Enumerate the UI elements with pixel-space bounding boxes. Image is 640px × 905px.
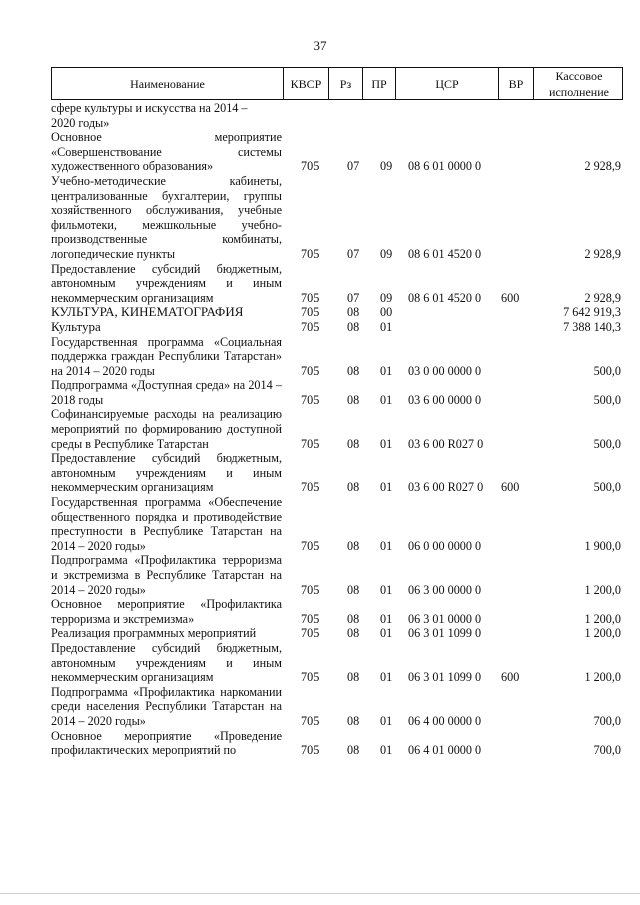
row-name: КУЛЬТУРА, КИНЕМАТОГРАФИЯ — [51, 304, 244, 320]
table-row — [51, 626, 623, 641]
row-amount: 2 928,9 — [584, 159, 621, 174]
row-pr: 01 — [380, 611, 393, 626]
row-pr: 09 — [380, 246, 393, 261]
row-pr: 09 — [380, 159, 393, 174]
table-header — [51, 67, 623, 100]
table-row — [51, 451, 623, 495]
row-pr: 00 — [380, 305, 393, 320]
row-pr: 01 — [380, 582, 393, 597]
table-row — [51, 729, 623, 758]
row-name: Государственная программа «Обеспечение общественного порядка и противодействие преступности в Республике Татарстан на 2014 – 2020 годы» — [51, 495, 282, 553]
row-pr: 01 — [380, 538, 393, 553]
row-kvsr: 705 — [301, 743, 320, 758]
row-amount: 500,0 — [593, 392, 621, 407]
row-name: Государственная программа «Социальная поддержка граждан Республики Татарстан» на 2014 – 2020 годы — [51, 334, 282, 378]
table-row — [51, 378, 623, 407]
row-csr: 08 6 01 0000 0 — [408, 159, 482, 174]
row-name: Предоставление субсидий бюджетным, автономным учреждениям и иным некоммерческим организациям — [51, 640, 282, 685]
row-pr: 01 — [380, 480, 393, 495]
row-amount: 500,0 — [593, 436, 621, 451]
row-name: Подпрограмма «Доступная среда» на 2014 – 2018 годы — [51, 378, 282, 407]
header-csr: ЦСР — [395, 68, 498, 99]
row-amount: 7 388 140,3 — [563, 319, 621, 334]
row-kvsr: 705 — [301, 611, 320, 626]
row-csr: 03 0 00 0000 0 — [408, 363, 482, 378]
row-name: Культура — [51, 318, 101, 334]
table-row — [51, 685, 623, 729]
row-pr: 09 — [380, 290, 393, 305]
table-body — [51, 101, 623, 758]
row-amount: 1 200,0 — [584, 626, 621, 641]
row-rz: 08 — [347, 670, 360, 685]
row-name: Основное мероприятие «Совершенствование системы художественного образования» — [51, 130, 282, 174]
row-amount: 500,0 — [593, 363, 621, 378]
row-name: Предоставление субсидий бюджетным, автономным учреждениям и иным некоммерческим организациям — [51, 451, 282, 495]
table-row — [51, 597, 623, 626]
row-pr: 01 — [380, 626, 393, 641]
header-kass-line1: Кассовое — [555, 68, 603, 83]
row-rz: 07 — [347, 290, 360, 305]
row-amount: 1 200,0 — [584, 670, 621, 685]
table-row — [51, 262, 623, 306]
row-rz: 08 — [347, 611, 360, 626]
row-csr: 06 4 00 0000 0 — [408, 713, 482, 728]
row-vr: 600 — [501, 670, 520, 685]
table-row — [51, 305, 623, 320]
row-kvsr: 705 — [301, 582, 320, 597]
table-row — [51, 130, 623, 174]
table-row — [51, 641, 623, 685]
row-kvsr: 705 — [301, 319, 320, 334]
row-amount: 700,0 — [593, 743, 621, 758]
row-rz: 08 — [347, 436, 360, 451]
row-amount: 1 200,0 — [584, 611, 621, 626]
row-rz: 08 — [347, 363, 360, 378]
header-kass-line2: исполнение — [549, 84, 609, 99]
row-name: Подпрограмма «Профилактика наркомании среди населения Республики Татарстан на 2014 – 2020 годы» — [51, 684, 282, 728]
table-row — [51, 553, 623, 597]
header-pr: ПР — [362, 68, 395, 99]
row-csr: 06 3 00 0000 0 — [408, 582, 482, 597]
row-kvsr: 705 — [301, 436, 320, 451]
row-rz: 08 — [347, 480, 360, 495]
row-rz: 08 — [347, 538, 360, 553]
row-csr: 06 3 01 1099 0 — [408, 626, 482, 641]
row-amount: 1 200,0 — [584, 582, 621, 597]
table-row — [51, 495, 623, 553]
table-row — [51, 174, 623, 262]
header-kass — [533, 68, 624, 99]
row-csr: 06 3 01 1099 0 — [408, 670, 482, 685]
row-rz: 08 — [347, 392, 360, 407]
row-pr: 01 — [380, 319, 393, 334]
row-name: Предоставление субсидий бюджетным, автономным учреждениям и иным некоммерческим организациям — [51, 261, 282, 305]
row-pr: 01 — [380, 743, 393, 758]
row-kvsr: 705 — [301, 305, 320, 320]
row-kvsr: 705 — [301, 626, 320, 641]
row-vr: 600 — [501, 480, 520, 495]
row-csr: 06 4 01 0000 0 — [408, 743, 482, 758]
row-amount: 700,0 — [593, 713, 621, 728]
row-name: Основное мероприятие «Профилактика терроризма и экстремизма» — [51, 597, 282, 626]
row-amount: 7 642 919,3 — [563, 305, 621, 320]
row-csr: 08 6 01 4520 0 — [408, 246, 482, 261]
row-kvsr: 705 — [301, 159, 320, 174]
row-name: Софинансируемые расходы на реализацию мероприятий по формированию доступной среды в Республике Татарстан — [51, 407, 282, 451]
row-rz: 08 — [347, 305, 360, 320]
header-name: Наименование — [130, 76, 205, 91]
row-csr: 08 6 01 4520 0 — [408, 290, 482, 305]
page-number: 37 — [313, 38, 327, 53]
row-csr: 03 6 00 R027 0 — [408, 436, 484, 451]
row-rz: 07 — [347, 159, 360, 174]
row-kvsr: 705 — [301, 670, 320, 685]
row-pr: 01 — [380, 363, 393, 378]
row-name: Учебно-методические кабинеты, централизованные бухгалтерии, группы хозяйственного обслуживания, учебные фильмотеки, межшкольные учебно-производственные комбинаты, логопедические пункты — [51, 173, 282, 261]
table-row — [51, 320, 623, 335]
row-name: Подпрограмма «Профилактика терроризма и экстремизма в Республике Татарстан на 2014 – 2020 годы» — [51, 553, 282, 597]
row-pr: 01 — [380, 670, 393, 685]
row-amount: 2 928,9 — [584, 290, 621, 305]
row-rz: 08 — [347, 319, 360, 334]
row-rz: 08 — [347, 626, 360, 641]
row-pr: 01 — [380, 392, 393, 407]
header-vr: ВР — [498, 68, 533, 99]
row-csr: 03 6 00 0000 0 — [408, 392, 482, 407]
table-row — [51, 407, 623, 451]
row-kvsr: 705 — [301, 290, 320, 305]
row-rz: 07 — [347, 246, 360, 261]
row-vr: 600 — [501, 290, 520, 305]
row-rz: 08 — [347, 743, 360, 758]
row-kvsr: 705 — [301, 538, 320, 553]
row-rz: 08 — [347, 713, 360, 728]
row-kvsr: 705 — [301, 363, 320, 378]
row-kvsr: 705 — [301, 392, 320, 407]
row-csr: 06 3 01 0000 0 — [408, 611, 482, 626]
row-name: Реализация программных мероприятий — [51, 626, 257, 641]
header-rz: Рз — [328, 68, 362, 99]
row-csr: 06 0 00 0000 0 — [408, 538, 482, 553]
table-row — [51, 335, 623, 379]
row-pr: 01 — [380, 436, 393, 451]
row-pr: 01 — [380, 713, 393, 728]
row-amount: 1 900,0 — [584, 538, 621, 553]
row-kvsr: 705 — [301, 713, 320, 728]
row-amount: 500,0 — [593, 480, 621, 495]
row-name: Основное мероприятие «Проведение профилактических мероприятий по — [51, 728, 282, 758]
row-kvsr: 705 — [301, 480, 320, 495]
row-name: сфере культуры и искусства на 2014 – 2020 годы» — [51, 101, 248, 130]
row-kvsr: 705 — [301, 246, 320, 261]
row-csr: 03 6 00 R027 0 — [408, 480, 484, 495]
table-row — [51, 101, 623, 130]
row-rz: 08 — [347, 582, 360, 597]
header-kvsr: КВСР — [283, 68, 328, 99]
row-amount: 2 928,9 — [584, 246, 621, 261]
page-bottom-rule — [0, 893, 640, 894]
